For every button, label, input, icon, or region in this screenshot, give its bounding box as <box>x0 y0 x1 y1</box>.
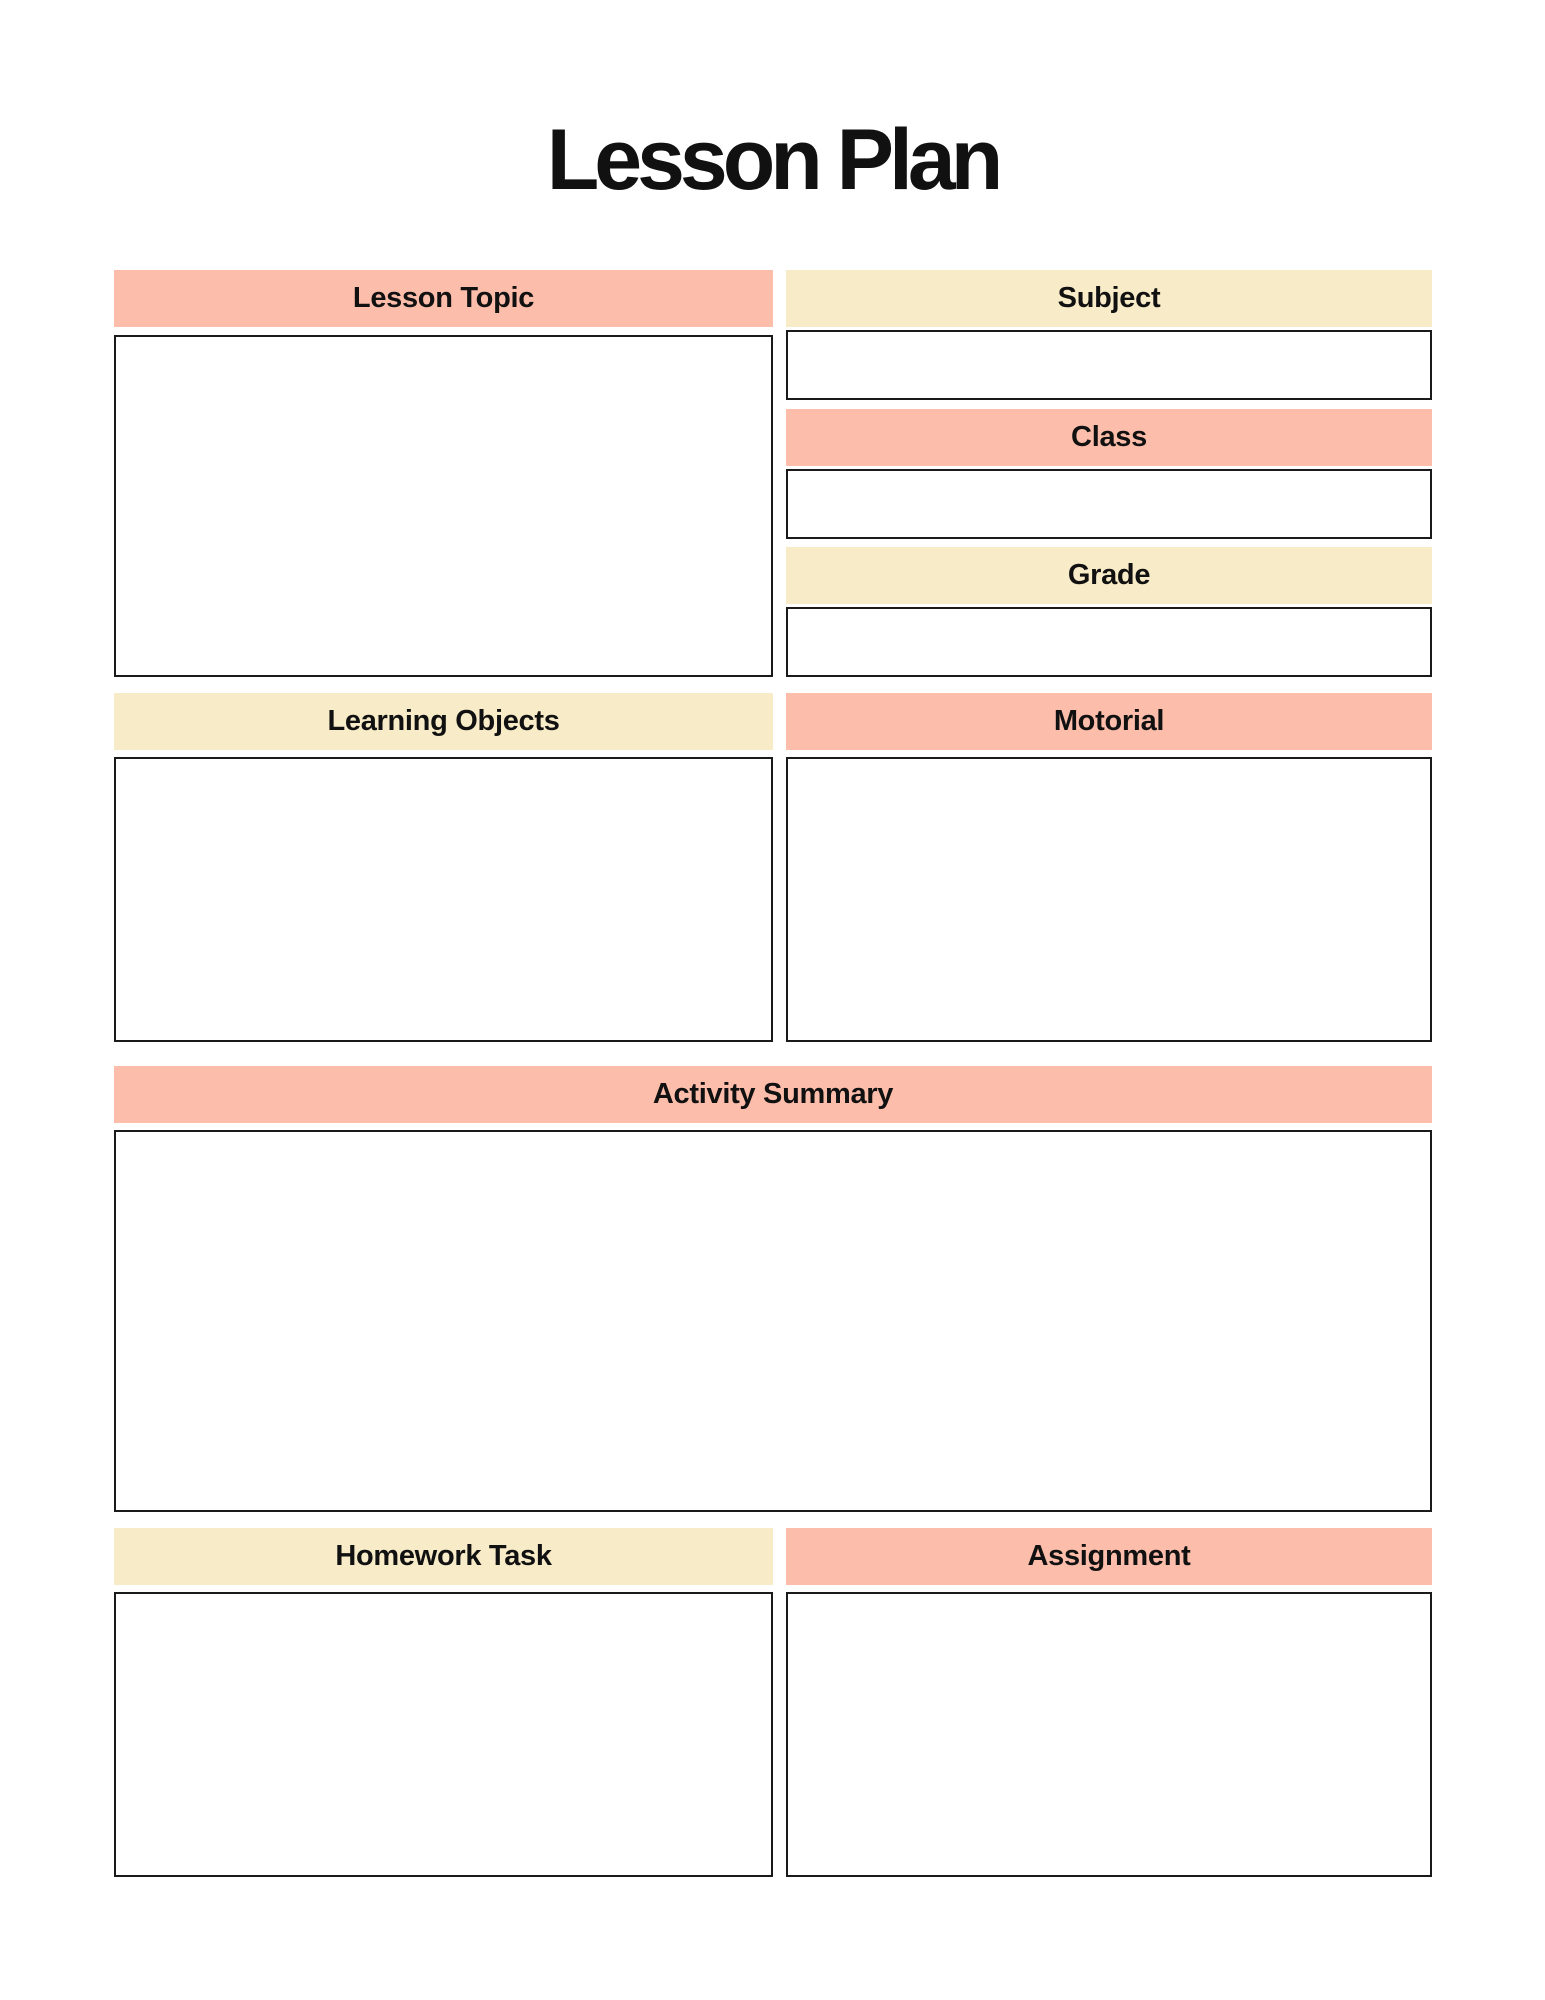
page-title: Lesson Plan <box>546 112 999 208</box>
subject-header: Subject <box>786 270 1432 327</box>
motorial-header: Motorial <box>786 693 1432 750</box>
homework-task-header: Homework Task <box>114 1528 773 1585</box>
learning-objects-header: Learning Objects <box>114 693 773 750</box>
homework-task-field[interactable] <box>114 1592 773 1877</box>
learning-objects-field[interactable] <box>114 757 773 1042</box>
assignment-field[interactable] <box>786 1592 1432 1877</box>
activity-summary-field[interactable] <box>114 1130 1432 1512</box>
grade-header: Grade <box>786 547 1432 604</box>
subject-field[interactable] <box>786 330 1432 400</box>
class-header: Class <box>786 409 1432 466</box>
lesson-topic-field[interactable] <box>114 335 773 677</box>
assignment-header: Assignment <box>786 1528 1432 1585</box>
grade-field[interactable] <box>786 607 1432 677</box>
activity-summary-header: Activity Summary <box>114 1066 1432 1123</box>
lesson-topic-header: Lesson Topic <box>114 270 773 327</box>
motorial-field[interactable] <box>786 757 1432 1042</box>
class-field[interactable] <box>786 469 1432 539</box>
